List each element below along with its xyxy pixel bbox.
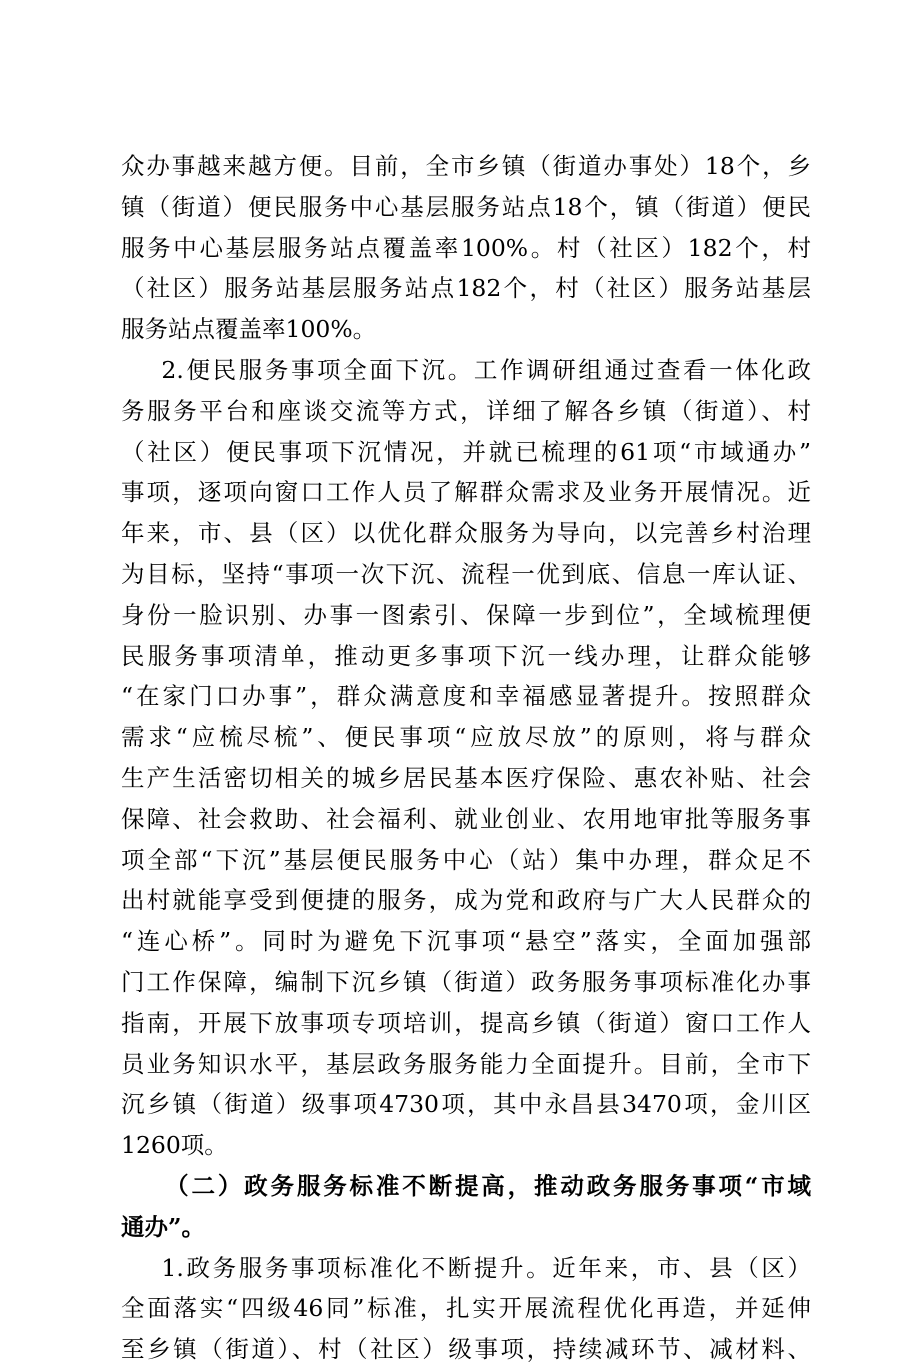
body-text-line: 镇（街道）便民服务中心基层服务站点18个，镇（街道）便民 xyxy=(121,192,811,221)
body-text-line: 员业务知识水平，基层政务服务能力全面提升。目前，全市下 xyxy=(121,1049,811,1078)
body-text-line: 项全部“下沉”基层便民服务中心（站）集中办理，群众足不 xyxy=(121,845,811,874)
body-text-line: 为目标，坚持“事项一次下沉、流程一优到底、信息一库认证、 xyxy=(121,559,811,588)
body-text-line: 2.便民服务事项全面下沉。工作调研组通过查看一体化政 xyxy=(121,355,811,384)
body-text-line: 出村就能享受到便捷的服务，成为党和政府与广大人民群众的 xyxy=(121,886,811,915)
body-text-line: 服务中心基层服务站点覆盖率100%。村（社区）182个，村 xyxy=(121,233,811,262)
section-heading-line: 通办”。 xyxy=(121,1212,206,1241)
body-text-line: 需求“应梳尽梳”、便民事项“应放尽放”的原则，将与群众 xyxy=(121,723,811,752)
body-text-line: 民服务事项清单，推动更多事项下沉一线办理，让群众能够 xyxy=(121,641,811,670)
body-text-line: 服务站点覆盖率100%。 xyxy=(121,315,377,344)
document-body xyxy=(121,146,811,1370)
body-text-line: 指南，开展下放事项专项培训，提高乡镇（街道）窗口工作人 xyxy=(121,1008,811,1037)
body-text-line: 身份一脸识别、办事一图索引、保障一步到位”，全域梳理便 xyxy=(121,600,811,629)
body-text-line: 1260项。 xyxy=(121,1131,228,1160)
body-text-line: 沉乡镇（街道）级事项4730项，其中永昌县3470项，金川区 xyxy=(121,1090,811,1119)
body-text-line: 事项，逐项向窗口工作人员了解群众需求及业务开展情况。近 xyxy=(121,478,811,507)
body-text-line: 年来，市、县（区）以优化群众服务为导向，以完善乡村治理 xyxy=(121,519,811,548)
body-text-line: 生产生活密切相关的城乡居民基本医疗保险、惠农补贴、社会 xyxy=(121,763,811,792)
body-text-line: 1.政务服务事项标准化不断提升。近年来，市、县（区） xyxy=(121,1253,811,1282)
body-text-line: （社区）便民事项下沉情况，并就已梳理的61项“市域通办” xyxy=(121,437,811,466)
body-text-line: 务服务平台和座谈交流等方式，详细了解各乡镇（街道）、村 xyxy=(121,396,811,425)
body-text-line: 至乡镇（街道）、村（社区）级事项，持续减环节、减材料、 xyxy=(121,1335,811,1364)
body-text-line: 众办事越来越方便。目前，全市乡镇（街道办事处）18个，乡 xyxy=(121,152,811,180)
body-text-line: 保障、社会救助、社会福利、就业创业、农用地审批等服务事 xyxy=(121,804,811,833)
body-text-line: （社区）服务站基层服务站点182个，村（社区）服务站基层 xyxy=(121,274,811,303)
body-text-line: 全面落实“四级46同”标准，扎实开展流程优化再造，并延伸 xyxy=(121,1294,811,1323)
body-text-line: 门工作保障，编制下沉乡镇（街道）政务服务事项标准化办事 xyxy=(121,967,811,996)
body-text-line: “连心桥”。同时为避免下沉事项“悬空”落实，全面加强部 xyxy=(121,927,811,956)
body-text-line: “在家门口办事”，群众满意度和幸福感显著提升。按照群众 xyxy=(121,682,811,711)
section-heading-line: （二）政务服务标准不断提高，推动政务服务事项“市域 xyxy=(121,1171,811,1200)
